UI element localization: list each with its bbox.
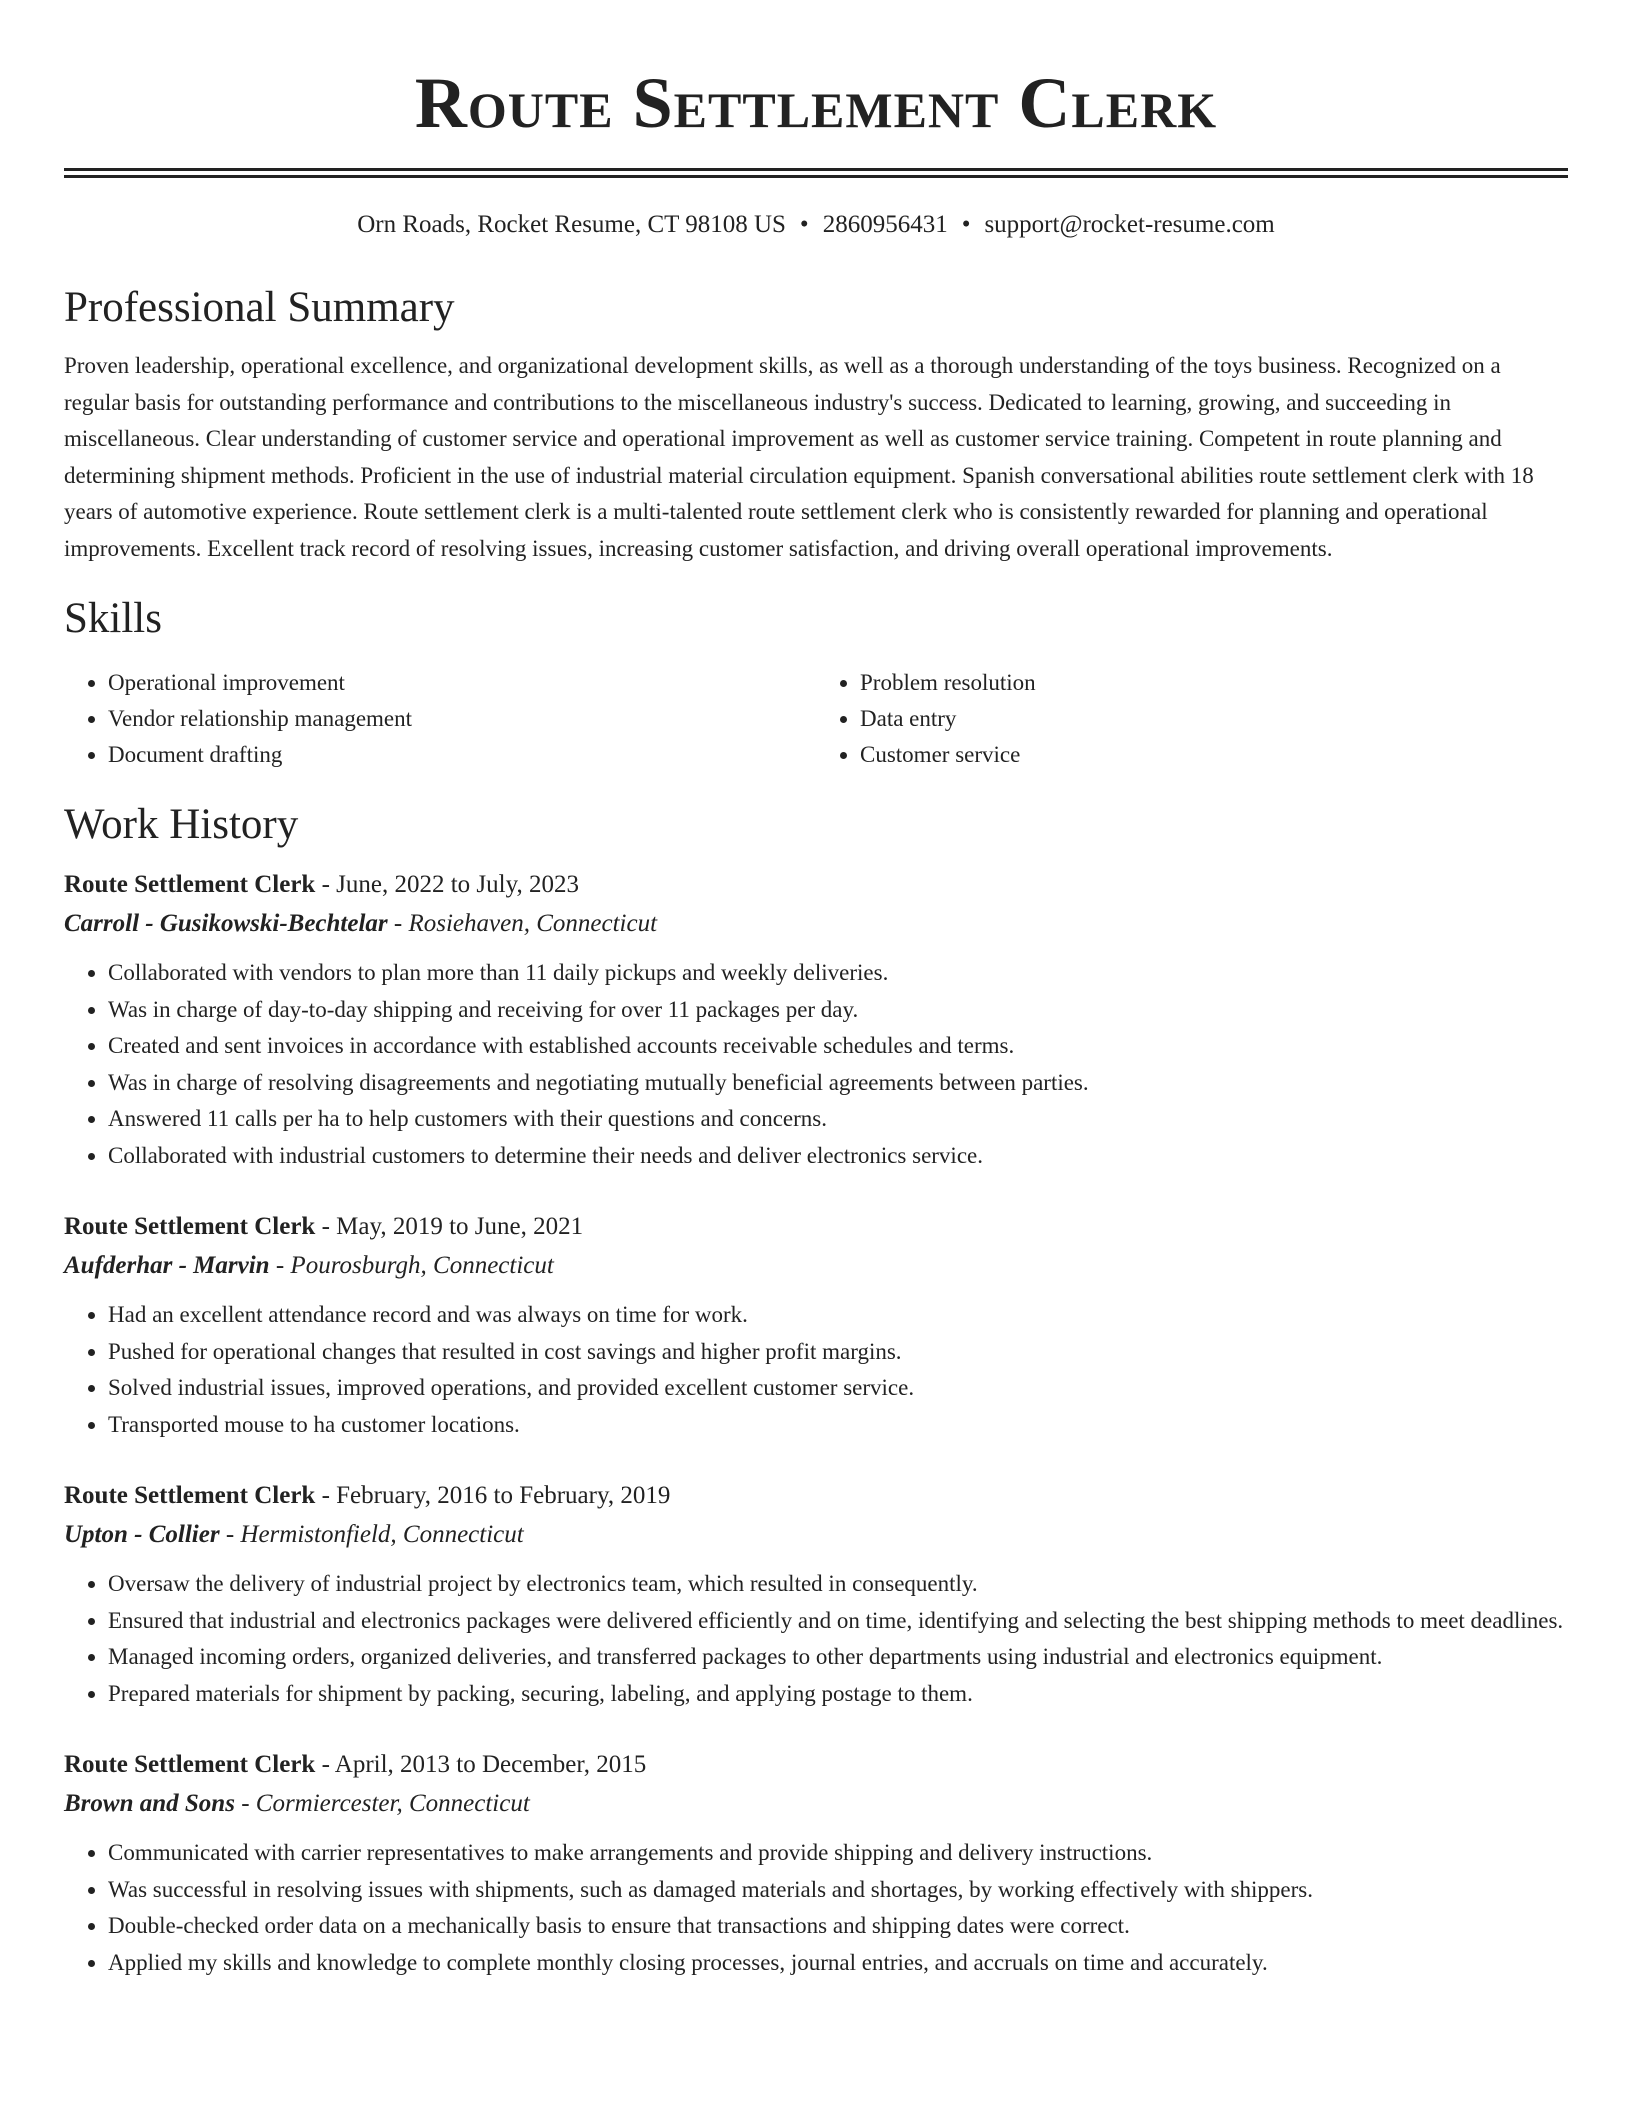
job-dash: - [234,1790,256,1817]
job-bullet: • Transported mouse to ha customer locations. [108,1407,1568,1444]
contact-email[interactable]: support@rocket-resume.com [984,211,1275,238]
job-company: Brown and Sons [64,1790,235,1817]
skill-item: • Document drafting [108,737,816,773]
job-company: Aufderhar - Marvin [64,1252,270,1279]
job-bullets [64,1297,1568,1443]
skill-item: • Customer service [860,737,1568,773]
job-bullet: • Communicated with carrier representatives to make arrangements and provide shipping and delivery instructions. [108,1835,1568,1872]
job-bullet: • Applied my skills and knowledge to complete monthly closing processes, journal entries, and accruals on time and accurately. [108,1945,1568,1982]
contact-separator: • [961,211,971,238]
job-bullet: • Prepared materials for shipment by packing, securing, labeling, and applying postage to them. [108,1676,1568,1713]
job-bullets [64,1835,1568,1981]
job-dash: - [219,1521,241,1548]
job-bullet: • Was in charge of day-to-day shipping and receiving for over 11 packages per day. [108,992,1568,1029]
job-header [64,865,1568,904]
job-bullet: • Double-checked order data on a mechanically basis to ensure that transactions and shipping dates were correct. [108,1908,1568,1945]
job-dash: - [315,1482,337,1509]
job-location: Cormiercester, Connecticut [255,1790,530,1817]
job-entry [64,1476,1568,1712]
contact-separator: • [799,211,809,238]
job-bullet: • Managed incoming orders, organized deliveries, and transferred packages to other departments using industrial and electronics equipment. [108,1639,1568,1676]
job-entry [64,1207,1568,1443]
summary-heading: Professional Summary [64,284,455,331]
job-header [64,1476,1568,1515]
job-bullet: • Answered 11 calls per ha to help customers with their questions and concerns. [108,1101,1568,1138]
work-history-heading: Work History [64,801,299,848]
skill-item: • Problem resolution [860,665,1568,701]
job-title: Route Settlement Clerk [64,1482,316,1509]
job-bullets [64,1566,1568,1712]
job-bullet: • Collaborated with vendors to plan more than 11 daily pickups and weekly deliveries. [108,955,1568,992]
skills-column-right [816,665,1568,773]
job-title: Route Settlement Clerk [64,871,316,898]
job-bullet: • Was successful in resolving issues with shipments, such as damaged materials and shortages, by working effectively with shippers. [108,1872,1568,1909]
job-company-line [64,1515,1568,1554]
job-title: Route Settlement Clerk [64,1751,316,1778]
skill-item: • Vendor relationship management [108,701,816,737]
job-location: Pourosburgh, Connecticut [290,1252,554,1279]
job-title: Route Settlement Clerk [64,1213,316,1240]
job-dates: April, 2013 to December, 2015 [334,1751,647,1778]
job-dates: February, 2016 to February, 2019 [336,1482,671,1509]
job-bullet: • Collaborated with industrial customers to determine their needs and deliver electronics service. [108,1138,1568,1175]
skills-column-left [64,665,816,773]
skill-item: • Operational improvement [108,665,816,701]
job-bullet: • Was in charge of resolving disagreements and negotiating mutually beneficial agreements between parties. [108,1065,1568,1102]
job-dash: - [315,1751,335,1778]
job-company-line [64,1784,1568,1823]
job-header [64,1745,1568,1784]
job-dates: June, 2022 to July, 2023 [336,871,579,898]
job-dash: - [387,910,409,937]
job-company-line [64,1246,1568,1285]
job-bullet: • Oversaw the delivery of industrial project by electronics team, which resulted in consequently. [108,1566,1568,1603]
skills-heading: Skills [64,595,162,642]
job-dates: May, 2019 to June, 2021 [336,1213,584,1240]
contact-address: Orn Roads, Rocket Resume, CT 98108 US [357,211,786,238]
job-bullet: • Solved industrial issues, improved operations, and provided excellent customer service. [108,1370,1568,1407]
skill-item: • Data entry [860,701,1568,737]
contact-line [64,208,1568,242]
job-entry [64,1745,1568,1981]
job-location: Hermistonfield, Connecticut [240,1521,524,1548]
job-dash: - [315,871,337,898]
job-header [64,1207,1568,1246]
job-bullet: • Ensured that industrial and electronics packages were delivered efficiently and on time, identifying and selecting the best shipping methods to meet deadlines. [108,1603,1568,1640]
job-location: Rosiehaven, Connecticut [408,910,658,937]
summary-text: Proven leadership, operational excellence, and organizational development skills, as well as a thorough understanding of the toys business. Recognized on a regular basis for outstanding performance and contributions to the miscellaneous industry's success. Dedicated to learning, growing, and succeeding in miscellaneous. Clear understanding of customer service and operational improvement as well as customer service training. Competent in route planning and determining shipment methods. Proficient in the use of industrial material circulation equipment. Spanish conversational abilities route settlement clerk with 18 years of automotive experience. Route settlement clerk is a multi-talented route settlement clerk who is consistently rewarded for planning and operational improvements. Excellent track record of resolving issues, increasing customer satisfaction, and driving overall operational improvements. [64,353,1534,561]
job-company-line [64,904,1568,943]
job-bullets [64,955,1568,1174]
job-bullet: • Pushed for operational changes that resulted in cost savings and higher profit margins. [108,1334,1568,1371]
title-double-rule [64,168,1568,178]
contact-phone: 2860956431 [822,211,948,238]
job-company: Carroll - Gusikowski-Bechtelar [64,910,388,937]
resume-title: Route Settlement Clerk [414,63,1218,143]
job-entry [64,865,1568,1174]
job-company: Upton - Collier [64,1521,220,1548]
job-dash: - [315,1213,337,1240]
job-dash: - [269,1252,291,1279]
job-bullet: • Had an excellent attendance record and was always on time for work. [108,1297,1568,1334]
job-bullet: • Created and sent invoices in accordance with established accounts receivable schedules and terms. [108,1028,1568,1065]
skills-list [64,665,1568,773]
